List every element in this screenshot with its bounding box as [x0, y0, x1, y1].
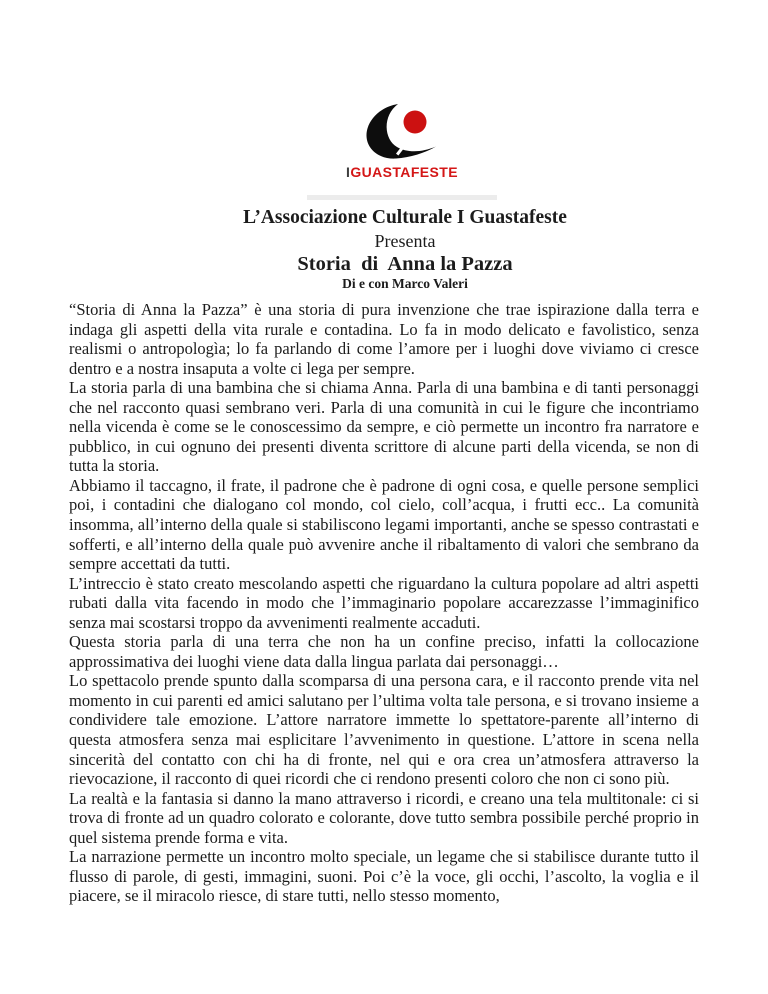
- paragraph-personaggi: Abbiamo il taccagno, il frate, il padrone che è padrone di ogni cosa, e quelle persone semplici poi, i contadini che dialogano col mondo, col cielo, coll’acqua, i frutti ecc.. La comunità insomma, all’interno della quale si stabiliscono legami importanti, anche se spesso contrastati e sofferti, e all’interno della quale può avvenire anche il ribaltamento di valori che sembrano da sempre accettati da tutti.: [69, 475, 699, 574]
- header: [21, 206, 768, 292]
- show-title: Storia di Anna la Pazza: [297, 253, 513, 275]
- association-title: L’Associazione Culturale I Guastafeste: [243, 207, 567, 228]
- paragraph-spettacolo: Lo spettacolo prende spunto dalla scomparsa di una persona cara, e il racconto prende vita nel momento in cui parenti ed amici salutano per l’ultima volta tale persona, e si trovano insieme a condividere tale emozione. L’attore narratore immette lo spettatore-parente all’interno di questa atmosfera senza mai esplicitare l’avvenimento in questione. L’attore in scena nella sincerità del contatto con chi ha di fronte, nel qui e ora crea un’atmosfera attraverso la rievocazione, il racconto di quei ricordi che ci rendono presenti coloro che non ci sono più.: [69, 671, 699, 789]
- paragraph-intro: “Storia di Anna la Pazza” è una storia di pura invenzione che trae ispirazione dalla terra e indaga gli aspetti della vita rurale e contadina. Lo fa in modo delicato e favolistico, senza realismi o antropologìa; lo fa parlando di come l’amore per i luoghi dove viviamo ci cresce dentro e a nostra insaputa a volte ci lega per sempre.: [69, 300, 699, 378]
- paragraph-realta-fantasia: La realtà e la fantasia si danno la mano attraverso i ricordi, e creano una tela multitonale: ci si trova di fronte ad un quadro colorato e colorante, dove tutto sembra possibile perché proprio in quel sistema prende forma e vita.: [69, 788, 699, 847]
- paragraph-narrazione: La narrazione permette un incontro molto speciale, un legame che si stabilisce durante tutto il flusso di parole, di gesti, immagini, suoni. Poi c’è la voce, gli occhi, l’ascolto, la voglia e il piacere, se il miracolo riesce, di stare tutti, nello stesso momento,: [69, 847, 699, 906]
- presents-line: Presenta: [374, 231, 436, 251]
- logo: [307, 103, 497, 200]
- body-text: [69, 300, 699, 906]
- paragraph-terra: Questa storia parla di una terra che non ha un confine preciso, infatti la collocazione approssimativa dei luoghi viene data dalla lingua parlata dai personaggi…: [69, 632, 699, 671]
- paragraph-la-storia: La storia parla di una bambina che si chiama Anna. Parla di una bambina e di tanti personaggi che nel racconto quasi sembrano veri. Parla di una comunità in cui le figure che incontriamo nella vicenda è come se le conoscessimo da sempre, e ciò permette un incontro fra narratore e pubblico, in cui ognuno dei presenti diventa scrittore di alcune parti della vicenda, se non di tutta la storia.: [69, 378, 699, 476]
- paragraph-intreccio: L’intreccio è stato creato mescolando aspetti che riguardano la cultura popolare ad altri aspetti rubati dalla vita facendo in modo che l’immaginario popolare accarezzasse l’immaginifico senza mai scostarsi troppo da avvenimenti realmente accaduti.: [69, 573, 699, 632]
- byline: Di e con Marco Valeri: [342, 276, 468, 291]
- logo-wordmark: [307, 165, 497, 180]
- logo-wordmark-prefix: I: [346, 164, 351, 180]
- logo-shadow-bar: [307, 195, 497, 200]
- logo-wordmark-rest: GUASTAFESTE: [350, 164, 458, 180]
- crescent-moon-sun-icon: [365, 103, 439, 160]
